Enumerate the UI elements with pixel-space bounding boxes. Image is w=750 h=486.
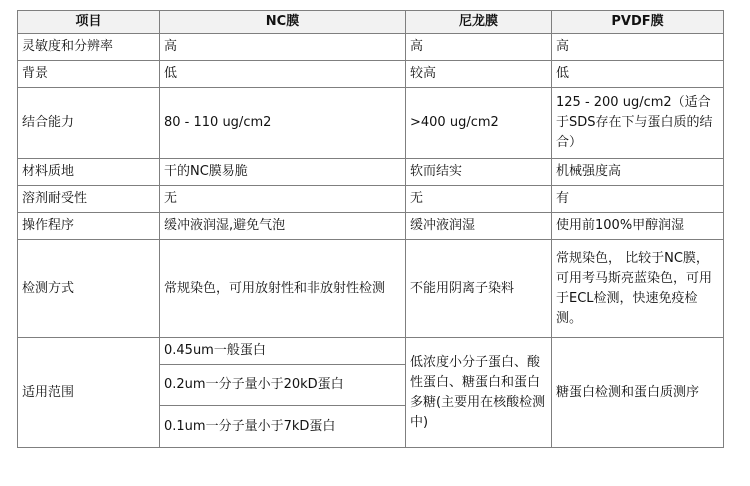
table-row <box>18 88 724 159</box>
cell-pvdf: 糖蛋白检测和蛋白质测序 <box>552 338 724 448</box>
header-nylon: 尼龙膜 <box>406 11 552 34</box>
cell-item: 背景 <box>18 61 160 88</box>
cell-pvdf: 低 <box>552 61 724 88</box>
cell-pvdf: 常规染色， 比较于NC膜，可用考马斯亮蓝染色，可用于ECL检测，快速免疫检测。 <box>552 240 724 338</box>
table-row <box>18 61 724 88</box>
cell-nc: 无 <box>160 186 406 213</box>
header-item: 项目 <box>18 11 160 34</box>
table-row <box>18 240 724 338</box>
cell-nc-sub: 0.45um一般蛋白 <box>160 338 406 365</box>
cell-nylon: >400 ug/cm2 <box>406 88 552 159</box>
cell-nylon: 低浓度小分子蛋白、酸性蛋白、糖蛋白和蛋白多糖(主要用在核酸检测中) <box>406 338 552 448</box>
table-row <box>18 213 724 240</box>
table-row <box>18 34 724 61</box>
cell-pvdf: 有 <box>552 186 724 213</box>
header-pvdf: PVDF膜 <box>552 11 724 34</box>
cell-item: 灵敏度和分辨率 <box>18 34 160 61</box>
table-row <box>18 338 724 365</box>
cell-nc: 缓冲液润湿,避免气泡 <box>160 213 406 240</box>
cell-nc-sub: 0.1um一分子量小于7kD蛋白 <box>160 406 406 448</box>
cell-nc-sub: 0.2um一分子量小于20kD蛋白 <box>160 365 406 406</box>
cell-nylon: 无 <box>406 186 552 213</box>
table-row <box>18 186 724 213</box>
cell-pvdf: 使用前100%甲醇润湿 <box>552 213 724 240</box>
cell-item: 检测方式 <box>18 240 160 338</box>
cell-nc: 干的NC膜易脆 <box>160 159 406 186</box>
cell-nylon: 缓冲液润湿 <box>406 213 552 240</box>
cell-nc: 80 - 110 ug/cm2 <box>160 88 406 159</box>
cell-nylon: 软而结实 <box>406 159 552 186</box>
cell-item: 结合能力 <box>18 88 160 159</box>
cell-nc: 低 <box>160 61 406 88</box>
header-nc: NC膜 <box>160 11 406 34</box>
cell-nylon: 较高 <box>406 61 552 88</box>
membrane-comparison-table <box>17 10 724 448</box>
cell-nylon: 不能用阴离子染料 <box>406 240 552 338</box>
cell-item: 溶剂耐受性 <box>18 186 160 213</box>
cell-item: 操作程序 <box>18 213 160 240</box>
cell-item: 材料质地 <box>18 159 160 186</box>
cell-nylon: 高 <box>406 34 552 61</box>
header-row <box>18 11 724 34</box>
cell-nc: 高 <box>160 34 406 61</box>
cell-pvdf: 高 <box>552 34 724 61</box>
table-row <box>18 159 724 186</box>
cell-pvdf: 125 - 200 ug/cm2（适合于SDS存在下与蛋白质的结合） <box>552 88 724 159</box>
cell-nc: 常规染色，可用放射性和非放射性检测 <box>160 240 406 338</box>
cell-item: 适用范围 <box>18 338 160 448</box>
cell-pvdf: 机械强度高 <box>552 159 724 186</box>
